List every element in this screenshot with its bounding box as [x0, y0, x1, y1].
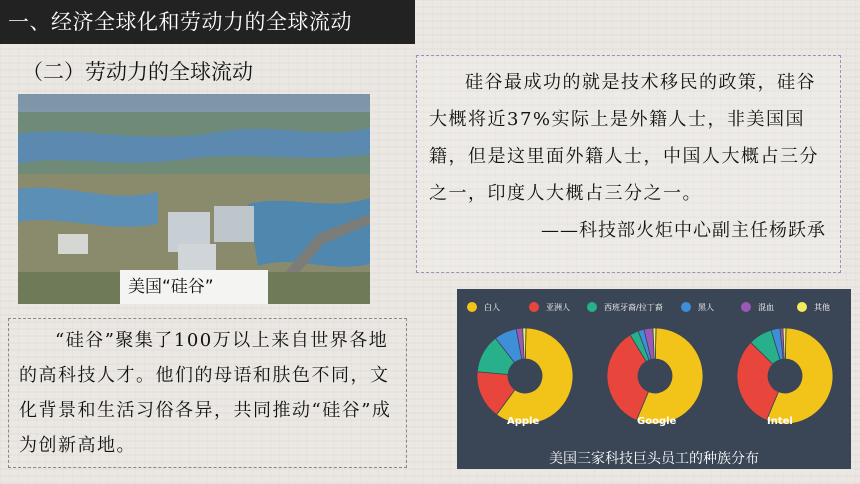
page-title: 一、经济全球化和劳动力的全球流动 [0, 0, 415, 44]
legend-label: 其他 [814, 303, 830, 312]
legend-label: 白人 [484, 303, 500, 312]
quote-source: ——科技部火炬中心副主任杨跃承 [541, 220, 826, 241]
donut-charts [457, 289, 851, 469]
legend-label: 西班牙裔/拉丁裔 [604, 303, 663, 312]
description-text: “硅谷”聚集了100万以上来自世界各地的高科技人才。他们的母语和肤色不同，文化背景和生活习俗各异，共同推动“硅谷”成为创新高地。 [19, 330, 392, 456]
quote-box [416, 55, 841, 273]
company-label: Apple [507, 416, 540, 427]
quote-text: 硅谷最成功的就是技术移民的政策，硅谷大概将近37%实际上是外籍人士，非美国国籍，但是这里面外籍人士，中国人大概占三分之一，印度人大概占三分之一。 [429, 72, 819, 204]
company-label: Intel [767, 416, 793, 427]
company-label: Google [637, 416, 677, 427]
description-box [8, 318, 407, 468]
section-subtitle: （二）劳动力的全球流动 [22, 60, 253, 84]
photo-caption: 美国“硅谷” [120, 270, 268, 304]
legend-label: 混血 [758, 303, 774, 312]
chart-caption: 美国三家科技巨头员工的种族分布 [549, 451, 759, 467]
legend-label: 亚洲人 [546, 303, 570, 312]
legend-label: 黑人 [698, 303, 714, 312]
ethnicity-chart-panel [457, 289, 851, 469]
